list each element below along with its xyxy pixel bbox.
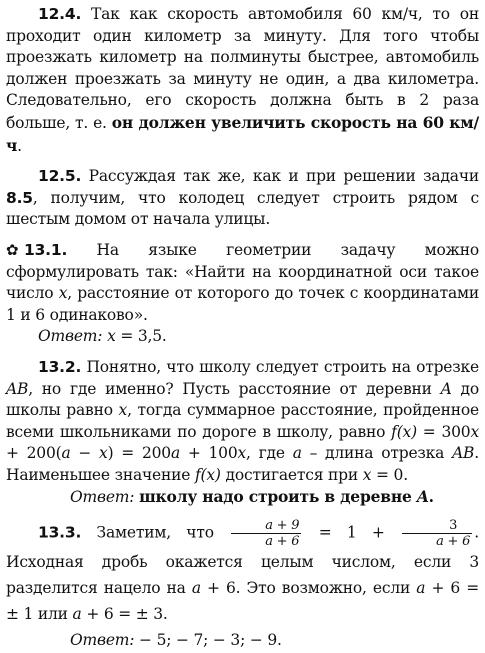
variable: AB [452, 444, 475, 463]
flower-marker-icon: ✿ [6, 240, 19, 259]
answer-label: Ответ: [38, 327, 103, 346]
paragraph-12-5 [6, 166, 479, 231]
answer-value: школу надо строить в деревне [139, 487, 417, 507]
variable: x [58, 284, 68, 303]
text: , где [246, 444, 293, 463]
variable: A [416, 487, 429, 507]
answer-line [6, 326, 479, 348]
text: = 1 + [303, 523, 401, 542]
text: – длина отрезка [301, 444, 453, 463]
problem-number: 13.2. [38, 357, 82, 376]
variable: x [362, 465, 372, 484]
text: Понятно, что школу следует строить на отрезке [86, 357, 479, 376]
text: = 300 [416, 422, 471, 441]
fraction [402, 518, 472, 549]
text: На языке геометрии задачу можно сформулировать так: «Найти на координатной оси такое число [6, 240, 479, 303]
text: Так как скорость автомобиля 60 км/ч, то он проходит один километр за минуту. Для того чтобы проезжать километр на полминуты быстрее, автомобиль должен проезжать за минуту не один, а два километра. Следовательно, его скорость должна быть в 2 раза больше, т. е. [6, 5, 479, 132]
function: f(x) [194, 465, 221, 484]
text: + 200( [6, 444, 62, 463]
variable: a [72, 605, 82, 624]
variable: a [416, 579, 426, 598]
answer-value: − 5; − 7; − 3; − 9. [134, 631, 282, 650]
variable: a [61, 444, 71, 463]
text: = 0. [371, 465, 408, 484]
variable: x [118, 401, 128, 420]
text: + 100 [179, 444, 238, 463]
bold-conclusion: он должен увеличить скорость на 60 км/ч [6, 112, 479, 155]
text: . Наименьшее значение [6, 444, 479, 484]
variable: x [107, 327, 116, 346]
text: . [17, 136, 22, 155]
variable: a [191, 579, 201, 598]
text: , получим, что колодец следует строить рядом с шестым домом от начала улицы. [6, 188, 479, 229]
variable: x [470, 422, 479, 441]
problem-reference: 8.5 [6, 188, 33, 207]
text: , расстояние от которого до точек с координатами 1 и 6 одинаково». [6, 284, 479, 324]
fraction-numerator: 3 [402, 518, 472, 534]
paragraph-12-4 [6, 4, 479, 157]
text: до школы равно [6, 379, 479, 420]
text: − [70, 444, 100, 463]
variable: AB [6, 379, 29, 398]
text: , тогда суммарное расстояние, пройденное всеми школьниками по дороге в школу, равно [6, 401, 479, 441]
paragraph-13-1 [6, 240, 479, 348]
text: . [428, 487, 434, 507]
fraction-denominator: a + 6 [436, 534, 471, 550]
paragraph-13-2 [6, 357, 479, 509]
fraction-denominator: a + 6 [265, 534, 300, 550]
text: . Исходная дробь окажется целым числом, если 3 разделится нацело на [6, 523, 479, 598]
text: Рассуждая так же, как и при решении задачи [88, 167, 480, 186]
fraction [231, 518, 301, 549]
fraction-numerator: a + 9 [231, 518, 301, 534]
variable: a [292, 444, 302, 463]
answer-label: Ответ: [70, 488, 135, 507]
text: ) = 200 [107, 444, 171, 463]
problem-number: 12.5. [38, 167, 82, 186]
variable: x [99, 444, 108, 463]
variable: a [170, 444, 180, 463]
text: Заметим, что [96, 523, 230, 542]
function: f(x) [391, 422, 417, 441]
problem-number: 13.1. [24, 240, 68, 259]
problem-number: 12.4. [38, 5, 82, 23]
answer-line [6, 627, 479, 653]
problem-number: 13.3. [38, 523, 82, 542]
paragraph-13-3 [6, 518, 479, 653]
answer-value: = 3,5. [115, 327, 167, 346]
variable: A [440, 379, 452, 398]
text: , но где именно? Пусть расстояние от деревни [28, 379, 441, 398]
text: достигается при [220, 465, 363, 484]
text: + 6 = ± 3. [81, 605, 168, 624]
text: + 6. Это возможно, если [200, 579, 417, 598]
variable: x [237, 444, 247, 463]
answer-line [6, 486, 479, 509]
text: + 6 = ± 1 или [6, 579, 479, 624]
answer-label: Ответ: [70, 631, 135, 650]
